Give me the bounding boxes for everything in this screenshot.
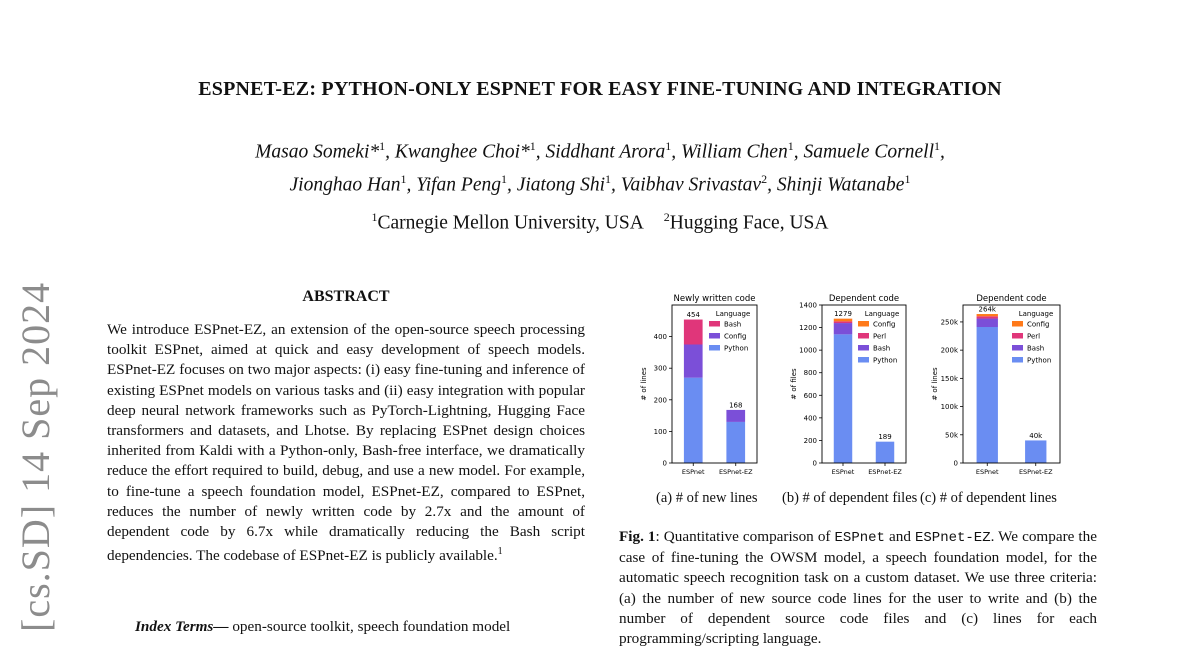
y-tick-label: 250k bbox=[940, 318, 958, 327]
bar-segment-config bbox=[834, 319, 852, 322]
y-axis-label: # of files bbox=[790, 368, 798, 400]
legend-swatch-config bbox=[858, 321, 869, 327]
author-affil-mark: 1 bbox=[605, 171, 612, 186]
bar-segment-python bbox=[834, 334, 852, 463]
y-tick-label: 200 bbox=[803, 436, 817, 445]
affiliation-name: Carnegie Mellon University, USA bbox=[377, 212, 644, 234]
abstract-body bbox=[107, 320, 585, 567]
y-tick-label: 800 bbox=[803, 369, 817, 378]
author-name: Masao Someki* bbox=[255, 141, 380, 163]
legend-swatch-perl bbox=[858, 333, 869, 339]
affiliation-mark: 1 bbox=[371, 210, 378, 224]
author-name: Siddhant Arora bbox=[545, 141, 666, 163]
bar-segment-python bbox=[977, 327, 998, 463]
author-affil-mark: 1 bbox=[904, 171, 911, 186]
legend-swatch-bash bbox=[1012, 345, 1023, 351]
caption-text-mid: and bbox=[884, 528, 915, 545]
legend-entry: Bash bbox=[1027, 344, 1045, 353]
author-separator: , bbox=[385, 141, 395, 163]
legend-swatch-bash bbox=[709, 321, 720, 327]
y-tick-label: 150k bbox=[940, 374, 958, 383]
legend-swatch-config bbox=[1012, 321, 1023, 327]
bar-total-label: 454 bbox=[686, 311, 700, 320]
y-tick-label: 300 bbox=[653, 364, 667, 373]
bar-total-label: 264k bbox=[978, 305, 996, 314]
legend-title: Language bbox=[715, 310, 751, 318]
y-axis-label: # of lines bbox=[931, 367, 939, 401]
chart-title: Newly written code bbox=[673, 294, 756, 304]
subcaption-a: (a) # of new lines bbox=[656, 490, 758, 506]
author-separator: , bbox=[535, 141, 546, 163]
bar-segment-bash bbox=[977, 319, 998, 327]
bar-segment-perl bbox=[977, 316, 998, 318]
y-tick-label: 0 bbox=[953, 459, 958, 468]
y-tick-label: 600 bbox=[803, 391, 817, 400]
y-tick-label: 100 bbox=[653, 427, 667, 436]
author-name: Vaibhav Srivastav bbox=[620, 174, 762, 195]
chart-title: Dependent code bbox=[976, 294, 1047, 304]
author-separator: , bbox=[406, 174, 417, 195]
bar-total-label: 168 bbox=[729, 401, 743, 410]
x-tick-label: ESPnet-EZ bbox=[718, 468, 753, 476]
arxiv-stamp: [cs.SD] 14 Sep 2024 bbox=[13, 281, 58, 632]
y-axis-label: # of lines bbox=[640, 367, 648, 401]
subcaption-b: (b) # of dependent files bbox=[782, 490, 918, 506]
legend-swatch-bash bbox=[858, 345, 869, 351]
bar-total-label: 1279 bbox=[834, 310, 852, 319]
author-name: William Chen bbox=[681, 141, 788, 163]
legend-swatch-python bbox=[858, 357, 869, 363]
author-separator: , bbox=[940, 141, 945, 163]
author-affil-mark: 1 bbox=[400, 171, 407, 186]
affiliation-mark: 2 bbox=[663, 210, 670, 224]
x-tick-label: ESPnet bbox=[831, 468, 855, 476]
paper-title: ESPNET-EZ: PYTHON-ONLY ESPNET FOR EASY FINE-TUNING AND INTEGRATION bbox=[198, 78, 1002, 100]
bar-segment-perl bbox=[834, 321, 852, 323]
legend-entry: Config bbox=[873, 320, 896, 329]
author-separator: , bbox=[767, 174, 777, 195]
legend-swatch-python bbox=[709, 345, 720, 351]
author-separator: , bbox=[611, 174, 621, 195]
bar-segment-config bbox=[977, 314, 998, 316]
legend-entry: Bash bbox=[873, 344, 891, 353]
author-affil-mark: 1 bbox=[500, 171, 507, 186]
x-tick-label: ESPnet-EZ bbox=[1018, 468, 1053, 476]
y-tick-label: 200k bbox=[940, 346, 958, 355]
bar-segment-bash bbox=[834, 323, 852, 334]
bar-segment-config bbox=[684, 345, 703, 378]
footnote-mark: 1 bbox=[497, 546, 503, 558]
legend-entry: Config bbox=[724, 332, 747, 341]
affiliation-name: Hugging Face, USA bbox=[669, 212, 829, 234]
author-affil-mark: 2 bbox=[761, 171, 768, 186]
y-tick-label: 0 bbox=[662, 459, 667, 468]
author-name: Shinji Watanabe bbox=[776, 174, 905, 195]
author-affil-mark: 1 bbox=[529, 139, 536, 153]
author-name: Jiatong Shi bbox=[516, 174, 606, 195]
author-affil-mark: 1 bbox=[665, 139, 672, 153]
subcaption-c: (c) # of dependent lines bbox=[920, 490, 1057, 506]
bar-total-label: 40k bbox=[1029, 431, 1043, 440]
index-terms-text: open-source toolkit, speech foundation model bbox=[232, 618, 511, 635]
bar-segment-config bbox=[726, 410, 745, 422]
y-tick-label: 100k bbox=[940, 403, 958, 412]
legend-entry: Perl bbox=[873, 332, 887, 341]
y-tick-label: 1400 bbox=[799, 301, 817, 310]
author-separator: , bbox=[506, 174, 517, 195]
legend-entry: Config bbox=[1027, 320, 1050, 329]
y-tick-label: 1200 bbox=[799, 324, 817, 333]
author-affil-mark: 1 bbox=[787, 139, 794, 153]
bar-segment-bash bbox=[684, 320, 703, 345]
chart-title: Dependent code bbox=[828, 294, 900, 304]
caption-text-post: . We compare the case of fine-tuning the OWSM model, a speech foundation model, for the automatic speech recognition task on a custom dataset. We use three criteria: (a) the number of new source code lines for the user to write and (b) the number of dependent source code files and (c) lines for each programming/scripting language. bbox=[619, 528, 1097, 648]
author-name: Samuele Cornell bbox=[803, 141, 934, 163]
legend-entry: Python bbox=[873, 356, 898, 365]
abstract-heading: ABSTRACT bbox=[302, 288, 390, 305]
legend-entry: Perl bbox=[1027, 332, 1041, 341]
index-terms-label: Index Terms— bbox=[135, 618, 229, 635]
author-list bbox=[140, 133, 1060, 198]
legend-swatch-config bbox=[709, 333, 720, 339]
legend-title: Language bbox=[1018, 310, 1054, 318]
abstract-text: We introduce ESPnet-EZ, an extension of the open-source speech processing toolkit ESPnet, aimed at quick and easy development of speech models. ESPnet-EZ focuses on two major aspects: (i) easy fine-tuning and inference of existing ESPnet models on various tasks and (ii) easy integration with popular deep neural network frameworks such as PyTorch-Lightning, Hugging Face transformers and datasets, and Lhotse. By replacing ESPnet design choices inherited from Kaldi with a Python-only, Bash-free interface, we dramatically reduce the effort required to build, debug, and use a new model. For example, to fine-tune a speech foundation model, ESPnet-EZ, compared to ESPnet, reduces the number of newly written code by 2.7x and the amount of dependent code by 6.7x while dramatically reducing the Bash script dependencies. The codebase of ESPnet-EZ is publicly available. bbox=[107, 321, 585, 565]
caption-text-pre: : Quantitative comparison of bbox=[655, 528, 835, 545]
x-tick-label: ESPnet bbox=[681, 468, 705, 476]
author-affil-mark: 1 bbox=[934, 139, 940, 153]
author-separator: , bbox=[671, 141, 681, 163]
bar-segment-python bbox=[726, 422, 745, 463]
affiliations bbox=[0, 210, 1200, 235]
author-affil-mark: 1 bbox=[379, 139, 386, 153]
legend-entry: Python bbox=[1027, 356, 1052, 365]
x-tick-label: ESPnet bbox=[975, 468, 999, 476]
bar-segment-python bbox=[1025, 440, 1046, 463]
figure-caption bbox=[619, 527, 1097, 649]
author-separator: , bbox=[793, 141, 804, 163]
y-tick-label: 50k bbox=[945, 431, 958, 440]
y-tick-label: 200 bbox=[653, 396, 667, 405]
legend-swatch-perl bbox=[1012, 333, 1023, 339]
bar-segment-python bbox=[876, 442, 894, 463]
y-tick-label: 0 bbox=[812, 459, 817, 468]
caption-code-espnet: ESPnet bbox=[834, 530, 885, 546]
author-name: Yifan Peng bbox=[416, 174, 501, 195]
x-tick-label: ESPnet-EZ bbox=[868, 468, 902, 476]
bar-segment-python bbox=[684, 378, 703, 463]
y-tick-label: 400 bbox=[653, 333, 667, 342]
figure-1-charts bbox=[632, 288, 1092, 488]
y-tick-label: 1000 bbox=[799, 346, 817, 355]
y-tick-label: 400 bbox=[803, 414, 817, 423]
legend-entry: Bash bbox=[724, 320, 742, 329]
legend-title: Language bbox=[864, 310, 900, 318]
bar-total-label: 189 bbox=[878, 433, 892, 442]
figure-label: Fig. 1 bbox=[619, 528, 656, 545]
author-name: Jionghao Han bbox=[289, 174, 401, 195]
legend-entry: Python bbox=[724, 344, 749, 353]
author-name: Kwanghee Choi* bbox=[394, 141, 530, 163]
legend-swatch-python bbox=[1012, 357, 1023, 363]
caption-code-espnet-ez: ESPnet-EZ bbox=[914, 530, 991, 546]
index-terms bbox=[107, 618, 585, 636]
